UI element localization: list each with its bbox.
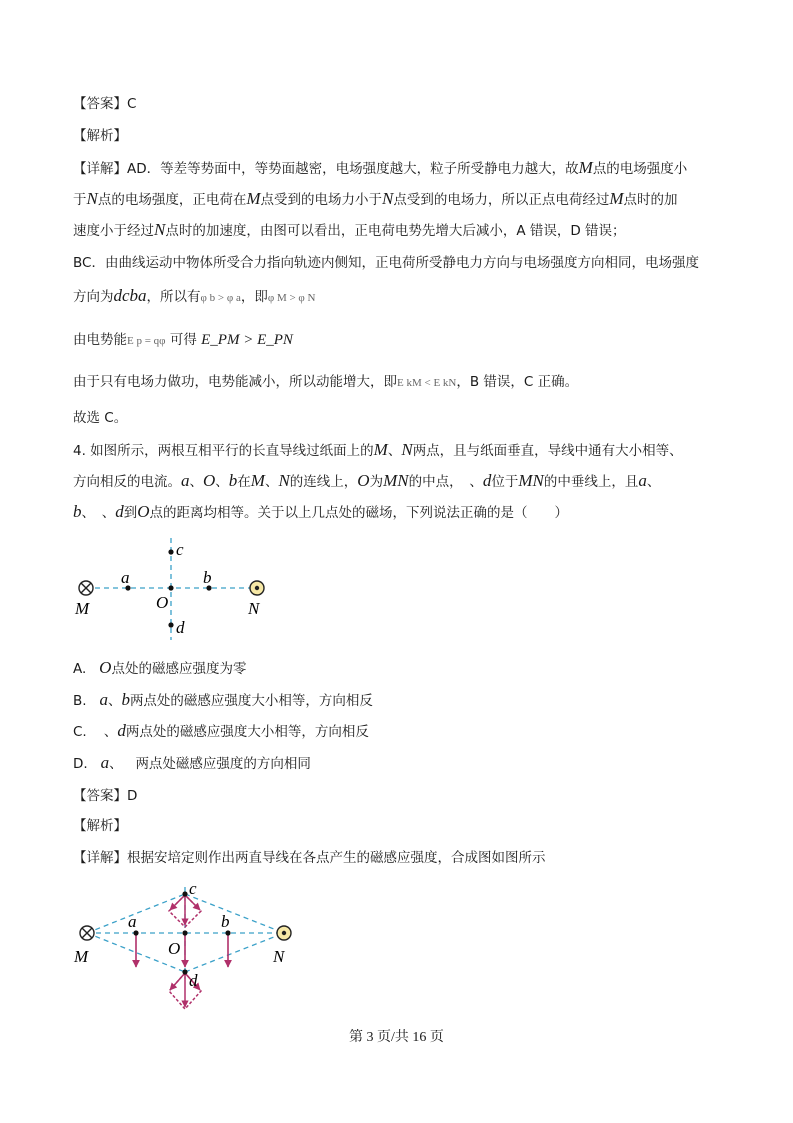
detail-line-2 <box>73 189 678 210</box>
option-label: B. <box>73 693 87 709</box>
math-ep-compare: E_PM > E_PN <box>201 332 293 348</box>
detail-line-1 <box>73 158 687 179</box>
math-d: d <box>117 721 126 740</box>
option-label: D. <box>73 756 88 772</box>
wire-figure <box>70 530 280 645</box>
text-run: ，即 <box>240 289 268 305</box>
text-run: ，B 错误，C 正确。 <box>456 374 579 390</box>
text-run: 位于 <box>491 474 519 490</box>
option-text: 两点处的磁感应强度大小相等，方向相反 <box>125 724 369 740</box>
text-run: ，所以有 <box>146 289 201 305</box>
text-run: 到 <box>123 505 138 521</box>
math-O: O <box>99 658 112 677</box>
math-O: O <box>357 471 370 490</box>
field-superposition-figure <box>70 875 305 1020</box>
option-text: 点处的磁感应强度为零 <box>111 661 247 677</box>
text-run: 的中垂线上，且 <box>543 474 639 490</box>
conclusion: 故选 C。 <box>73 410 128 426</box>
page-number: 第 3 页/共 16 页 <box>349 1030 444 1045</box>
math-N: N <box>382 189 394 208</box>
math-M: M <box>373 440 388 459</box>
point-b <box>225 930 230 935</box>
text-run: 点的电场强度，正电荷在 <box>97 192 247 208</box>
text-run: 、 、 <box>81 505 116 521</box>
math-a: a <box>99 690 108 709</box>
text-run: 4. 如图所示，两根互相平行的长直导线过纸面上的 <box>73 443 374 459</box>
text-run: 、 <box>189 474 203 490</box>
wire-out-of-page-icon <box>250 581 264 595</box>
detail-line-5 <box>73 286 315 308</box>
math-phi-inequality-2: φ M > φ N <box>267 292 316 304</box>
text-run: 点的电场强度小 <box>592 161 688 177</box>
text-run: 点受到的电场力小于 <box>260 192 383 208</box>
text-run: 方向为 <box>73 289 114 305</box>
text-run: 、 <box>215 474 229 490</box>
option-text: 两点处磁感应强度的方向相同 <box>135 756 311 772</box>
text-run: 、 <box>103 724 118 740</box>
answer-label: 【答案】D <box>73 788 138 804</box>
math-MN: MN <box>518 471 544 490</box>
analysis-label: 【解析】 <box>73 128 127 144</box>
math-ep: E p = qφ <box>127 335 166 347</box>
point-a <box>133 930 138 935</box>
analysis-label: 【解析】 <box>73 818 127 834</box>
text-run: 的中点， 、 <box>408 474 483 490</box>
answer-label: 【答案】C <box>73 96 137 112</box>
text-run: 点的距离均相等。关于以上几点处的磁场，下列说法正确的是（ ） <box>149 505 569 521</box>
text-run: 速度小于经过 <box>73 223 154 239</box>
point-d <box>182 969 187 974</box>
point-c <box>182 891 187 896</box>
question-4-line-3 <box>73 502 568 523</box>
text-run: 可得 <box>169 332 197 348</box>
text-run: 点时的加 <box>623 192 678 208</box>
option-c <box>73 721 369 742</box>
label-c: c <box>189 879 197 898</box>
text-run: 由电势能 <box>73 332 127 348</box>
text-run: 、 <box>109 756 123 772</box>
option-d <box>73 753 311 774</box>
math-dcba: dcba <box>113 286 147 305</box>
label-O: O <box>156 593 169 612</box>
rhombus-edge <box>185 933 284 972</box>
detail-line-3 <box>73 220 626 241</box>
math-N: N <box>86 189 98 208</box>
math-M: M <box>250 471 265 490</box>
math-phi-inequality: φ b > φ a <box>200 292 241 304</box>
text-run: 、 <box>646 474 661 490</box>
field-composition-c <box>169 895 201 927</box>
detail-line-7 <box>73 372 578 393</box>
question-4-line-1 <box>73 440 683 461</box>
label-c: c <box>176 540 184 559</box>
point-c <box>168 549 173 554</box>
math-M: M <box>246 189 261 208</box>
text-run: 【详解】AD．等差等势面中，等势面越密，电场强度越大，粒子所受静电力越大，故 <box>73 161 579 177</box>
text-run: 点时的加速度，由图可以看出，正电荷电势先增大后减小，A 错误，D 错误； <box>165 223 626 239</box>
wire-out-of-page-icon <box>277 926 291 940</box>
math-d: d <box>482 471 492 490</box>
math-N: N <box>401 440 413 459</box>
math-b: b <box>228 471 238 490</box>
math-N: N <box>154 220 166 239</box>
label-b: b <box>203 568 212 587</box>
label-a: a <box>128 912 137 931</box>
detail-line-6 <box>73 330 293 351</box>
wire-into-page-icon <box>80 926 94 940</box>
math-a: a <box>100 753 110 772</box>
label-a: a <box>121 568 130 587</box>
text-run: 为 <box>369 474 384 490</box>
option-text: 两点处的磁感应强度大小相等，方向相反 <box>129 693 373 709</box>
text-run: 、 <box>264 474 279 490</box>
option-label: A. <box>73 661 87 677</box>
text-run: 在 <box>237 474 251 490</box>
label-b: b <box>221 912 230 931</box>
point-d <box>168 622 173 627</box>
math-N: N <box>278 471 290 490</box>
math-O: O <box>137 502 150 521</box>
text-run: 的连线上， <box>289 474 358 490</box>
detail-line: 【详解】根据安培定则作出两直导线在各点产生的磁感应强度，合成图如图所示 <box>73 850 546 866</box>
question-4-line-2 <box>73 471 660 492</box>
text-run: 两点，且与纸面垂直，导线中通有大小相等、 <box>412 443 683 459</box>
option-label: C. <box>73 724 87 740</box>
math-a: a <box>181 471 190 490</box>
text-run: 由于只有电场力做功，电势能减小，所以动能增大，即 <box>73 374 397 390</box>
text-run: 、 <box>387 443 402 459</box>
point-O <box>168 585 173 590</box>
math-a: a <box>638 471 647 490</box>
label-d: d <box>176 618 185 637</box>
math-b: b <box>121 690 130 709</box>
text-run: 点受到的电场力，所以正点电荷经过 <box>393 192 610 208</box>
math-d: d <box>115 502 124 521</box>
label-d: d <box>189 971 198 990</box>
text-run: 、 <box>107 693 122 709</box>
label-N: N <box>248 599 260 618</box>
math-ek-compare: E kM < E kN <box>397 377 457 389</box>
option-b <box>73 690 373 711</box>
wire-into-page-icon <box>79 581 93 595</box>
text-run: 于 <box>73 192 87 208</box>
math-M: M <box>609 189 624 208</box>
label-M: M <box>75 599 90 618</box>
text-run: 方向相反的电流。 <box>73 474 181 490</box>
label-N: N <box>273 947 285 966</box>
detail-line-4: BC．由曲线运动中物体所受合力指向轨迹内侧知，正电荷所受静电力方向与电场强度方向相同，电场强度 <box>73 255 699 271</box>
rhombus-edge <box>185 894 284 933</box>
math-MN: MN <box>383 471 409 490</box>
option-a <box>73 658 246 679</box>
label-O: O <box>168 939 181 958</box>
point-O <box>182 930 187 935</box>
math-O: O <box>203 471 216 490</box>
label-M: M <box>74 947 89 966</box>
math-b: b <box>73 502 82 521</box>
math-M: M <box>578 158 593 177</box>
